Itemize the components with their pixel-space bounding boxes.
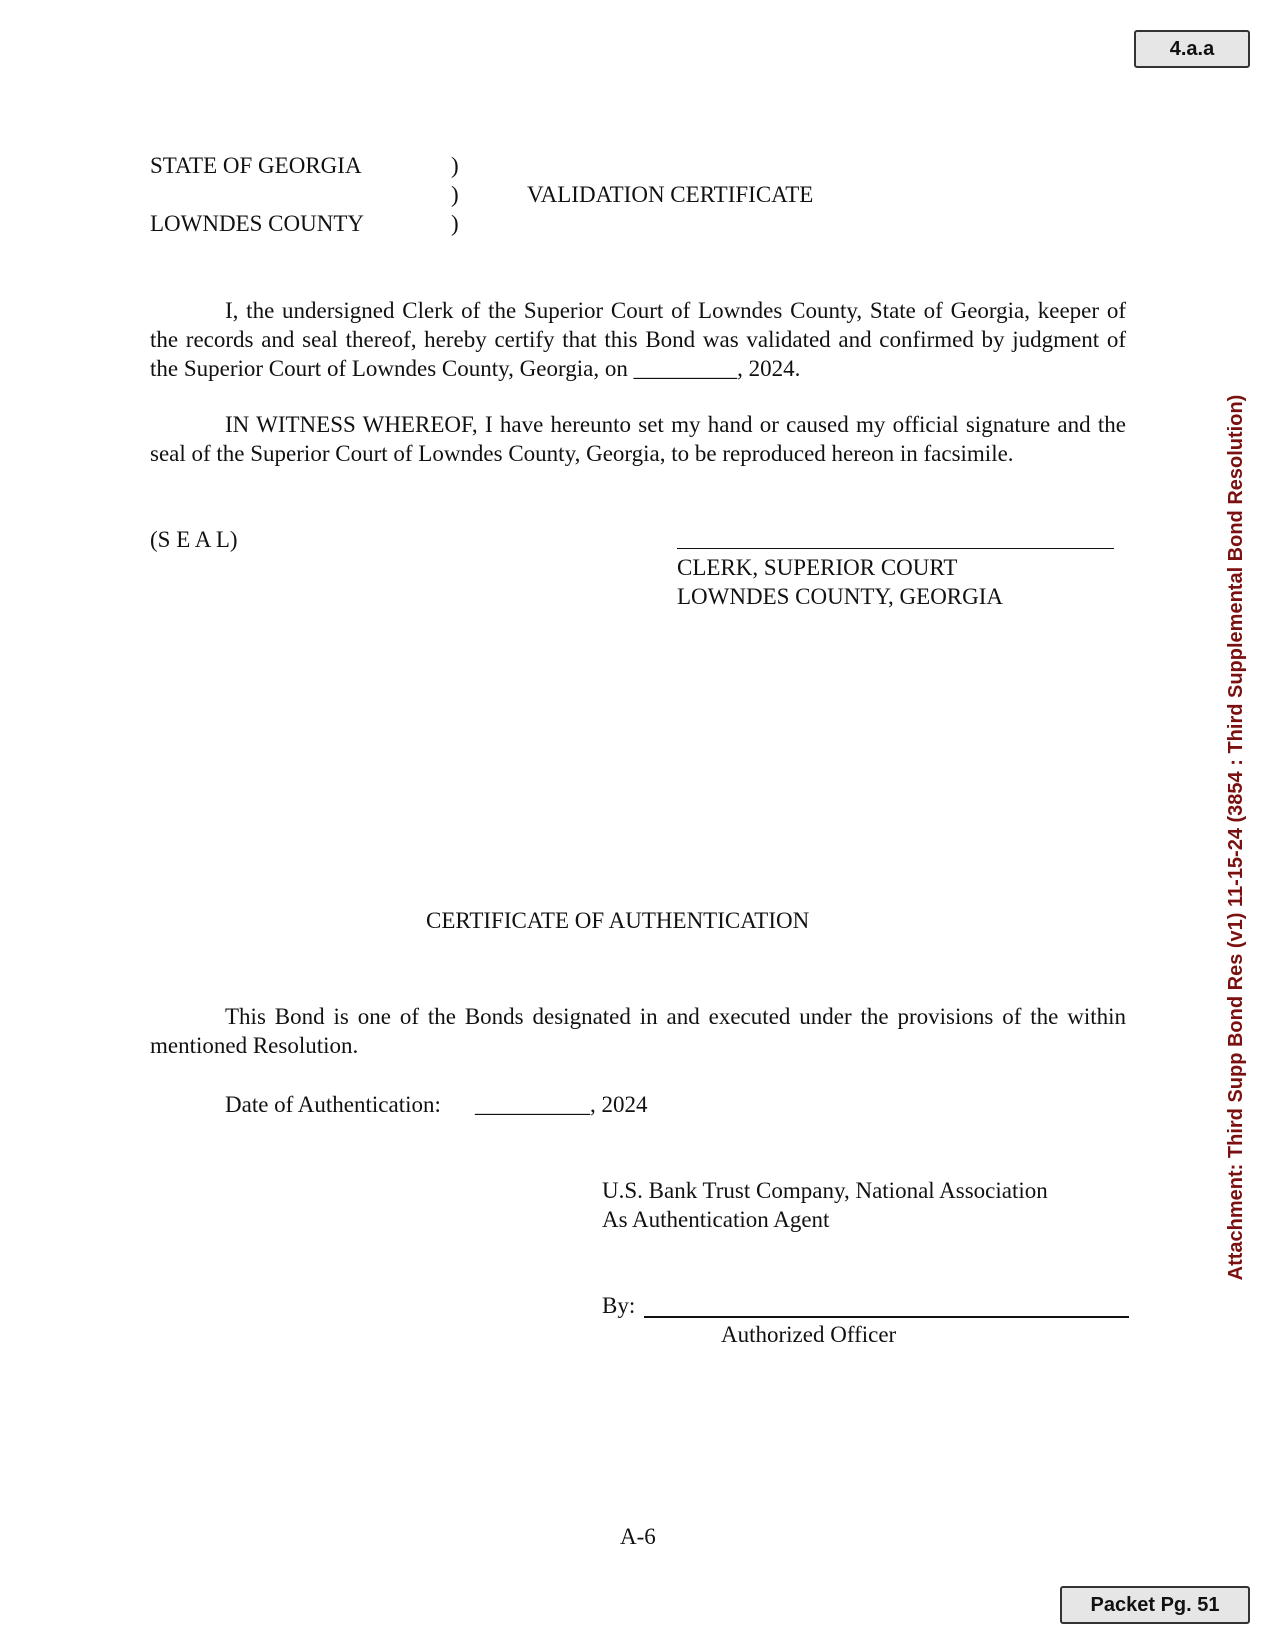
agenda-tag-label: 4.a.a — [1169, 37, 1215, 60]
officer-signature-line — [644, 1316, 1129, 1318]
seal-placeholder: (S E A L) — [150, 527, 238, 552]
authorized-officer-label: Authorized Officer — [721, 1322, 897, 1347]
caption-state: STATE OF GEORGIA — [150, 153, 362, 178]
authentication-title: CERTIFICATE OF AUTHENTICATION — [426, 908, 810, 933]
page-number: A-6 — [620, 1524, 656, 1549]
validation-certificate-title: VALIDATION CERTIFICATE — [527, 182, 814, 207]
authentication-paragraph: This Bond is one of the Bonds designated in and executed under the provisions of the within mentioned Resolution. — [150, 1004, 1126, 1058]
agent-name: U.S. Bank Trust Company, National Association — [602, 1178, 1048, 1203]
caption-paren-2: ) — [451, 182, 459, 207]
validation-paragraph-1: I, the undersigned Clerk of the Superior Court of Lowndes County, State of Georgia, keeper of the records and seal thereof, hereby certify that this Bond was validated and confirmed by judgment of the Superior Court of Lowndes County, Georgia, on _________, 2024. — [150, 298, 1126, 381]
attachment-sidebar-text: Attachment: Third Supp Bond Res (v1) 11-15-24 (3854 : Third Supplemental Bond Resolution) — [1225, 394, 1247, 1281]
clerk-title-line1: CLERK, SUPERIOR COURT — [677, 555, 958, 580]
authentication-date-value: __________, 2024 — [475, 1092, 648, 1117]
packet-page-box — [1060, 1586, 1250, 1624]
authentication-date-label: Date of Authentication: — [225, 1092, 441, 1117]
validation-paragraph-2: IN WITNESS WHEREOF, I have hereunto set my hand or caused my official signature and the seal of the Superior Court of Lowndes County, Georgia, to be reproduced hereon in facsimile. — [150, 412, 1126, 466]
by-label: By: — [602, 1293, 636, 1318]
clerk-title-line2: LOWNDES COUNTY, GEORGIA — [677, 584, 1004, 609]
packet-page-label: Packet Pg. 51 — [1090, 1593, 1220, 1616]
caption-county: LOWNDES COUNTY — [150, 211, 365, 236]
agent-role: As Authentication Agent — [602, 1207, 830, 1232]
caption-paren-3: ) — [451, 211, 459, 236]
caption-paren-1: ) — [451, 153, 459, 178]
agenda-tag — [1134, 30, 1250, 68]
clerk-signature-line — [677, 548, 1114, 549]
